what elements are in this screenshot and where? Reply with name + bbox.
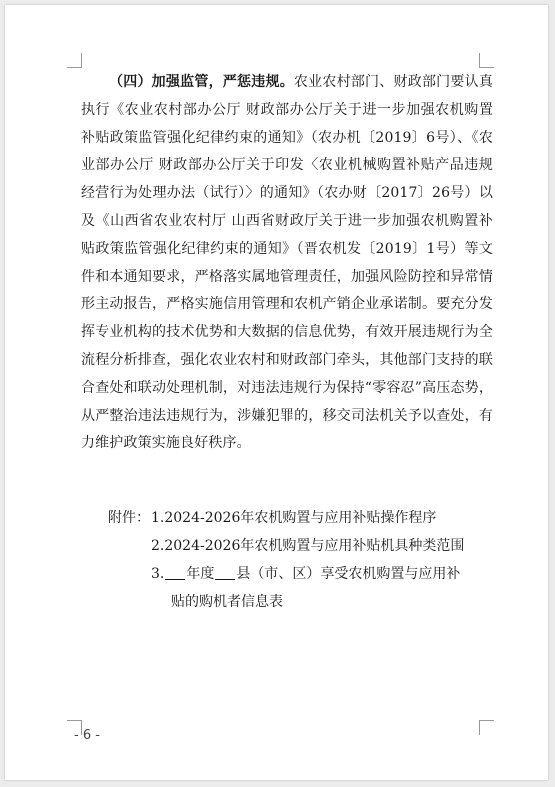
body-paragraph [81, 69, 493, 458]
margin-mark-bottom-right [479, 720, 494, 735]
attachment-item-3 [151, 561, 460, 589]
section-heading: （四）加强监管，严惩违规。 [109, 74, 294, 90]
attachment-item-1: 1.2024-2026年农机购置与应用补贴操作程序 [151, 510, 437, 526]
attachments-label: 附件： [108, 510, 150, 526]
attachment-item-2: 2.2024-2026年农机购置与应用补贴机具种类范围 [151, 538, 465, 554]
document-page [5, 5, 548, 780]
margin-mark-top-left [67, 53, 82, 68]
attachment-3-part-a: 年度 [186, 566, 215, 582]
paragraph-text: 农业农村部门、财政部门要认真执行《农业农村部办公厅 财政部办公厅关于进一步加强农机购置补贴政策监管强化纪律约束的通知》（农办机〔2019〕6号）、《农业部办公厅 财政部办公厅关于印发〈农业机械购置补贴产品违规经营行为处理办法（试行）〉的通知》（农办财〔2017〕26号）以及《山西省农业农村厅 山西省财政厅关于进一步加强农机购置补贴政策监管强化纪律约束的通知》（晋农机发〔2019〕1号）等文件和本通知要求，严格落实属地管理责任，加强风险防控和异常情形主动报告，严格实施信用管理和农机产销企业承诺制。要充分发挥专业机构的技术优势和大数据的信息优势，有效开展违规行为全流程分析排查，强化农业农村和财政部门牵头，其他部门支持的联合查处和联动处理机制，对违法违规行为保持“零容忍”高压态势，从严整治违法违规行为，涉嫌犯罪的，移交司法机关予以查处，有力维护政策实施良好秩序。 [81, 74, 493, 452]
attachment-3-part-b: 县（市、区）享受农机购置与应用补 [236, 566, 461, 582]
attachment-3-number: 3. [151, 566, 165, 582]
attachment-item-3-continued: 贴的购机者信息表 [171, 594, 283, 610]
fill-blank-year [165, 565, 185, 580]
margin-mark-top-right [479, 53, 494, 68]
fill-blank-county [215, 565, 235, 580]
page-number: - 6 - [74, 728, 100, 743]
